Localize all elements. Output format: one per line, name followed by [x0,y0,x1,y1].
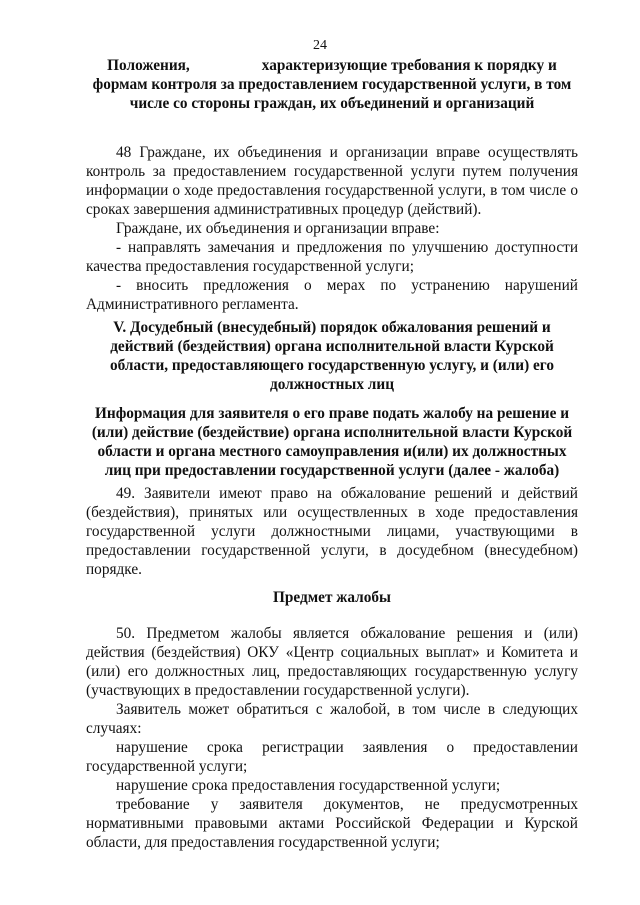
paragraph-48: 48 Граждане, их объединения и организации вправе осуществлять контроль за предоставлением государственной услуги путем получения информации о ходе предоставления государственной услуги, в том числе о сроках завершения административных процедур (действий). [86,144,578,218]
list-item: нарушение срока регистрации заявления о предоставлении государственной услуги; [86,739,578,775]
list-item: требование у заявителя документов, не предусмотренных нормативными правовыми актами Российской Федерации и Курской области, для предоставления государственной услуги; [86,796,578,851]
section-5-title: V. Досудебный (внесудебный) порядок обжалования решений и действий (бездействия) органа исполнительной власти Курской области, предоставляющего государственную услугу, и (или) его должностных лиц [110,319,554,393]
paragraph-50-cases: Заявитель может обратиться с жалобой, в том числе в следующих случаях: [86,701,578,737]
paragraph-49: 49. Заявители имеют право на обжалование решений и действий (бездействия), принятых или осуществленных в ходе предоставления государственной услуги должностными лицами, участвующими в предоставлении государственной услуги, в досудебном (внесудебном) порядке. [86,485,578,578]
subject-title: Предмет жалобы [273,589,391,606]
list-item: нарушение срока предоставления государственной услуги; [116,777,501,794]
page-number: 24 [313,38,327,53]
control-heading-part2: характеризующие требования к порядку и формам контроля за предоставлением государственной услуги, в том числе со стороны граждан, их объединений и организаций [92,57,572,112]
list-item: - направлять замечания и предложения по улучшению доступности качества предоставления государственной услуги; [86,239,578,275]
paragraph-48-block [86,143,578,314]
list-item: - вносить предложения о мерах по устранению нарушений Административного регламента. [86,277,578,313]
paragraph-48-rights: Граждане, их объединения и организации вправе: [116,220,440,237]
control-heading-part1: Положения, [107,57,190,74]
info-title: Информация для заявителя о его праве подать жалобу на решение и (или) действие (бездействие) органа исполнительной власти Курской области и органа местного самоуправления и(или) их должностных лиц при предоставлении государственной услуги (далее - жалоба) [91,405,573,479]
control-heading [86,56,578,113]
paragraph-50-block [86,624,578,852]
paragraph-50: 50. Предметом жалобы является обжалование решения и (или) действия (бездействия) ОКУ «Центр социальных выплат» и Комитета и (или) его должностных лиц, предоставляющих государственную услугу (участвующих в предоставлении государственной услуги). [86,625,578,699]
